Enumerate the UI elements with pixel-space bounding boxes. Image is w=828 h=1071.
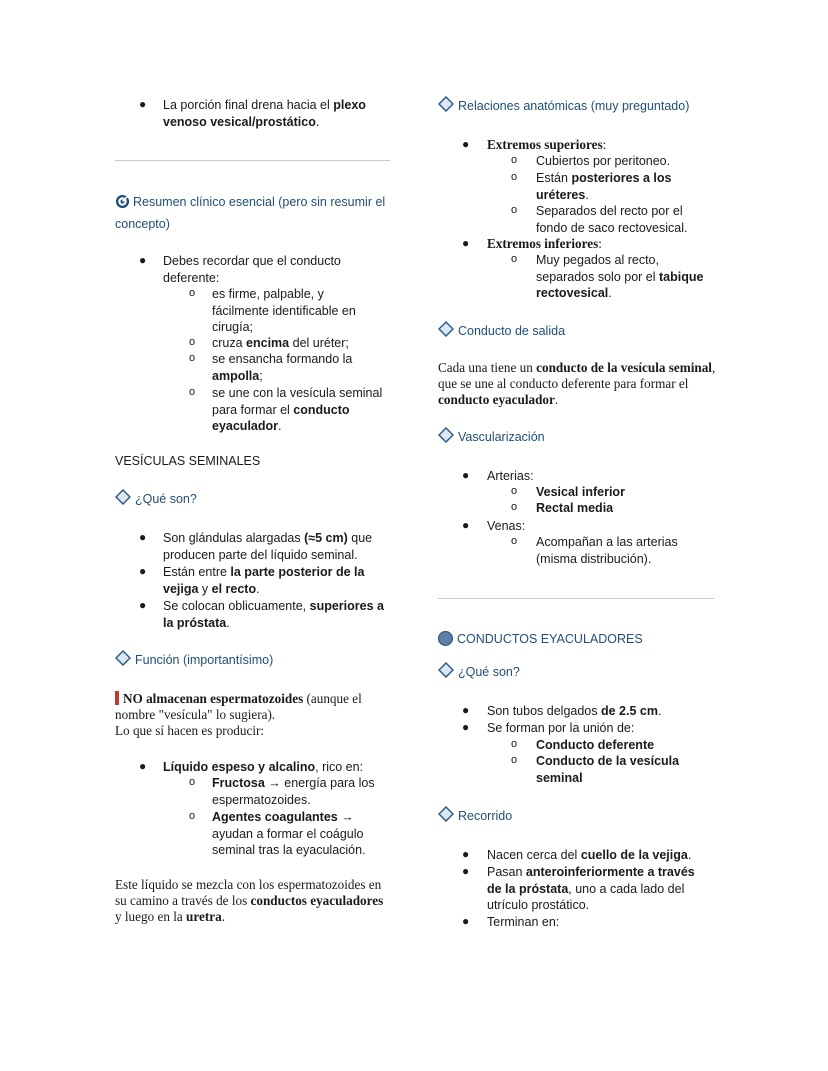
text: .	[278, 419, 282, 433]
bullet-icon: o	[511, 754, 518, 766]
resumen-item-1: es firme, palpable, y fácilmente identificable en cirugía;	[212, 287, 356, 334]
text: del uréter;	[289, 336, 349, 350]
bold-text: el recto	[211, 581, 257, 596]
bullet-icon: ●	[139, 598, 147, 612]
text: y luego en la	[115, 909, 187, 924]
bullet-icon: o	[511, 171, 518, 183]
diamond-icon	[115, 489, 131, 511]
text: .	[221, 909, 225, 924]
bold-text: encima	[246, 336, 290, 350]
diamond-icon	[438, 96, 454, 118]
text: cruza	[212, 336, 247, 350]
bold-text: superiores a la próstata	[163, 599, 384, 630]
text: y	[198, 581, 212, 596]
heading-text: Función (importantísimo)	[135, 653, 274, 667]
heading-text: CONDUCTOS EYACULADORES	[457, 632, 643, 646]
heading-text: Vascularización	[458, 430, 545, 444]
salida-heading	[438, 321, 720, 343]
diamond-icon	[438, 427, 454, 449]
funcion-heading	[115, 650, 375, 672]
text: , rico en:	[315, 760, 364, 774]
bold-text: NO almacenan espermatozoides	[123, 691, 304, 706]
bullet-icon: ●	[462, 137, 470, 151]
resumen-intro: Debes recordar que el conducto deferente:	[163, 254, 341, 285]
text: Cada una tiene un	[438, 360, 537, 375]
diamond-icon	[115, 650, 131, 672]
text: .	[608, 286, 612, 300]
section-title: VESÍCULAS SEMINALES	[115, 454, 261, 468]
bullet-icon: ●	[139, 759, 147, 773]
text: Están	[536, 171, 572, 185]
bullet-icon: ●	[462, 914, 470, 928]
text: .	[315, 114, 320, 129]
funcion-subitem-2	[212, 809, 382, 859]
text: Son tubos delgados	[487, 704, 601, 718]
text: Muy pegados al recto, separados solo por el	[536, 253, 659, 284]
salida-paragraph	[438, 360, 716, 408]
text: (aunque el nombre "vesícula" lo sugiera).	[115, 691, 362, 722]
warning-followup: Lo que sí hacen es producir:	[115, 723, 265, 738]
bullet-icon: ●	[462, 720, 470, 734]
text: Son glándulas alargadas	[163, 531, 305, 545]
que-son-item-2	[163, 564, 388, 597]
text: Están entre	[163, 565, 231, 579]
bold-text: conducto de la vesícula seminal	[536, 360, 712, 375]
bullet-icon: o	[511, 204, 518, 216]
bold-text: tabique rectovesical	[536, 269, 704, 300]
heading-text: Conducto de salida	[458, 324, 566, 338]
venas-label: Venas:	[487, 519, 526, 533]
bullet-icon: ●	[139, 564, 147, 578]
bullet-icon: ●	[139, 97, 147, 111]
text: .	[687, 848, 692, 862]
funcion-item-1	[163, 759, 388, 776]
text: → energía para los espermatozoides.	[212, 776, 375, 807]
bold-text: conductos eyaculadores	[250, 893, 384, 908]
bold-text: (≈5 cm)	[304, 531, 348, 545]
text: → ayudan a formar el coágulo seminal tras la eyaculación.	[212, 810, 366, 857]
bullet-icon: ●	[462, 703, 470, 717]
recorrido-item-2	[487, 864, 712, 914]
bullet-icon: o	[189, 336, 196, 348]
bold-text: Fructosa	[212, 776, 265, 790]
extremos-superiores	[487, 137, 707, 153]
heading-text: Resumen clínico esencial (pero sin resumir el concepto)	[115, 195, 386, 231]
bold-text: cuello de la vejiga	[580, 848, 688, 862]
resumen-item-2	[212, 335, 387, 352]
conductos-heading	[438, 630, 720, 649]
bold-text: conducto eyaculador	[212, 402, 350, 433]
text: .	[256, 581, 260, 596]
text: , que se une al conducto deferente para formar el	[438, 360, 716, 391]
diamond-icon	[438, 321, 454, 343]
heading-text: Relaciones anatómicas (muy preguntado)	[458, 99, 690, 113]
text: .	[554, 392, 559, 407]
que-son-item-3	[163, 598, 391, 631]
divider	[438, 598, 714, 599]
bullet-icon: o	[189, 352, 196, 364]
recorrido-heading	[438, 806, 720, 828]
arteria-item-1: Vesical inferior	[536, 485, 625, 499]
bullet-icon: o	[511, 738, 518, 750]
bullet-icon: ●	[462, 847, 470, 861]
bullet-icon: ●	[462, 236, 470, 250]
heading-text: Recorrido	[458, 809, 513, 823]
bullet-icon: o	[189, 287, 196, 299]
conductos-subitem-1: Conducto deferente	[536, 738, 655, 752]
resumen-item-3	[212, 351, 382, 384]
bold-text: Extremos inferiores	[487, 236, 599, 251]
resumen-heading	[115, 193, 395, 234]
vascularizacion-heading	[438, 427, 720, 449]
heading-text: ¿Qué son?	[458, 665, 520, 679]
bold-text: Agentes coagulantes	[212, 810, 338, 824]
funcion-subitem-1	[212, 775, 377, 808]
text: .	[585, 187, 589, 202]
bold-text: Extremos superiores	[487, 137, 603, 152]
circle-icon	[438, 631, 453, 646]
venas-item-1: Acompañan a las arterias (misma distribución).	[536, 535, 678, 566]
text: Se colocan oblicuamente,	[163, 599, 310, 613]
superiores-item-2	[536, 170, 701, 203]
bold-text: Líquido espeso y alcalino	[163, 760, 316, 774]
bullet-icon: ●	[462, 518, 470, 532]
extremos-inferiores	[487, 236, 707, 252]
relaciones-heading	[438, 96, 720, 118]
bullet-icon: o	[189, 776, 196, 788]
bullet-icon: o	[189, 386, 196, 398]
text: :	[602, 137, 607, 152]
paragraph-drainage	[163, 97, 393, 130]
text: que producen parte del líquido seminal.	[163, 531, 373, 562]
text: ;	[259, 368, 263, 383]
arterias-label: Arterias:	[487, 469, 534, 483]
heading-text: ¿Qué son?	[135, 492, 197, 506]
conductos-item-2: Se forman por la unión de:	[487, 721, 635, 735]
bullet-icon: ●	[139, 530, 147, 544]
text: Este líquido se mezcla con los espermatozoides en su camino a través de los	[115, 877, 382, 908]
text: Nacen cerca del	[487, 848, 581, 862]
bullet-icon: o	[511, 154, 518, 166]
conductos-item-1	[487, 703, 712, 720]
text: , uno a cada lado del utrículo prostático.	[487, 881, 685, 912]
text: La porción final drena hacia el	[163, 98, 334, 112]
arteria-item-2: Rectal media	[536, 501, 614, 515]
diamond-icon	[438, 806, 454, 828]
target-icon	[115, 194, 130, 215]
bullet-icon: o	[511, 253, 518, 265]
bullet-icon: ●	[462, 468, 470, 482]
warning-icon	[115, 691, 119, 705]
warning-paragraph	[115, 691, 390, 723]
bullet-icon: o	[511, 501, 518, 513]
bold-text: de 2.5 cm	[600, 704, 658, 718]
que-son-heading	[115, 489, 375, 511]
text: .	[226, 615, 230, 630]
superiores-item-3: Separados del recto por el fondo de saco rectovesical.	[536, 204, 688, 235]
superiores-item-1: Cubiertos por peritoneo.	[536, 154, 671, 168]
bullet-icon: ●	[462, 864, 470, 878]
bullet-icon: o	[511, 535, 518, 547]
bullet-icon: o	[189, 810, 196, 822]
que-son-item-1	[163, 530, 388, 563]
text: :	[598, 236, 602, 251]
bold-text: conducto eyaculador	[438, 392, 555, 407]
bold-text: posteriores a los uréteres	[536, 171, 672, 202]
closing-paragraph	[115, 877, 393, 925]
recorrido-item-3: Terminan en:	[487, 915, 560, 929]
text: se ensancha formando la	[212, 352, 353, 366]
bold-text: la parte posterior de la vejiga	[163, 565, 365, 596]
bullet-icon: ●	[139, 253, 147, 267]
text: Pasan	[487, 865, 526, 879]
resumen-item-4	[212, 385, 394, 435]
diamond-icon	[438, 662, 454, 684]
que-son-heading-right	[438, 662, 720, 684]
bold-text: anteroinferiormente a través de la próstata	[487, 865, 695, 896]
inferiores-item-1	[536, 252, 716, 302]
bold-text: uretra	[186, 909, 222, 924]
divider	[115, 160, 390, 161]
conductos-subitem-2: Conducto de la vesícula seminal	[536, 754, 680, 785]
text: .	[657, 704, 662, 718]
recorrido-item-1	[487, 847, 717, 864]
bold-text: ampolla	[212, 368, 260, 383]
bold-text: plexo venoso vesical/prostático	[163, 98, 366, 129]
bullet-icon: o	[511, 485, 518, 497]
text: se une con la vesícula seminal para formar el	[212, 386, 383, 417]
